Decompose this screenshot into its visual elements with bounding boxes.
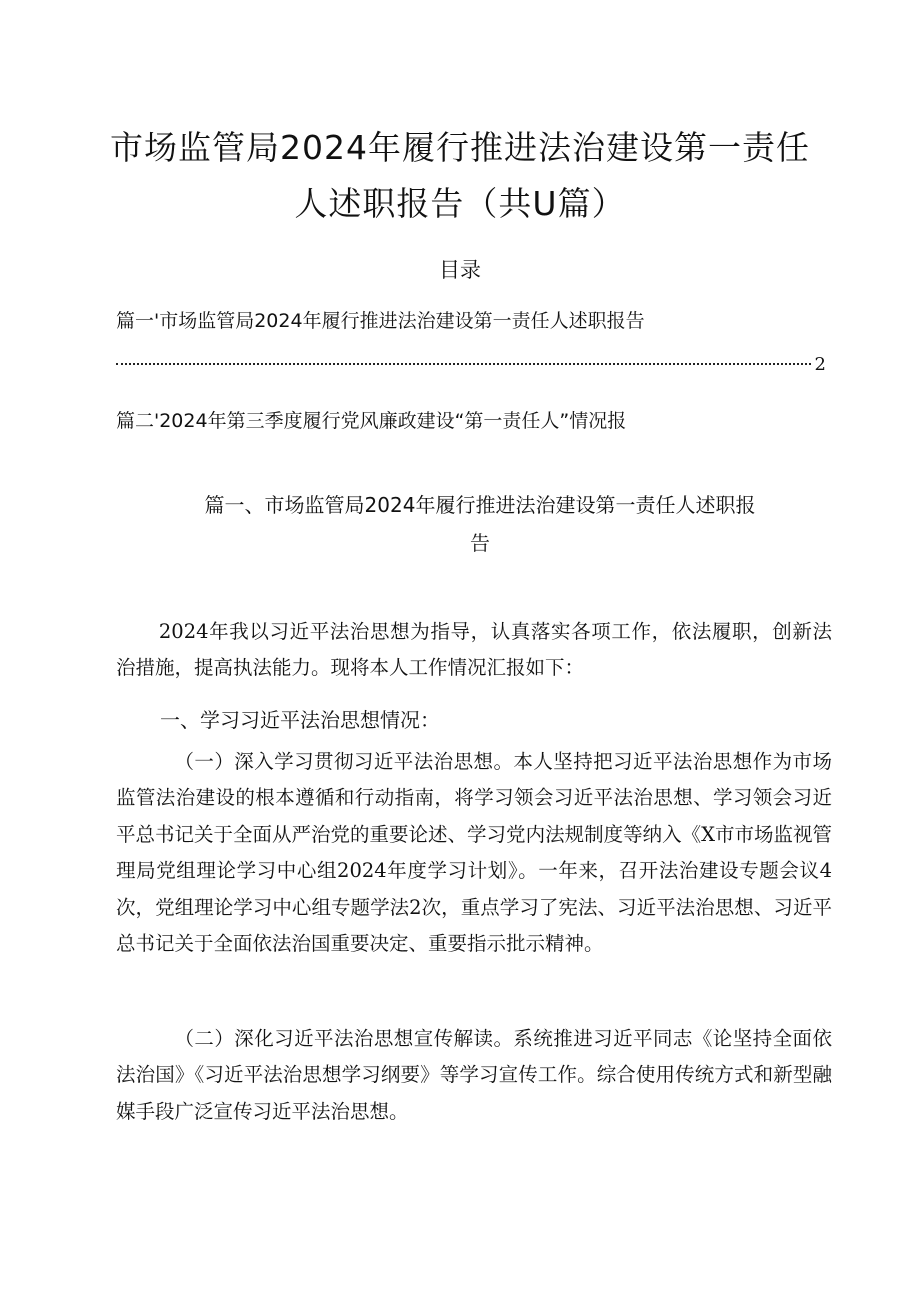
section-title-line-2: 告 [470, 531, 490, 555]
paragraph-publicity: （二）深化习近平法治思想宣传解读。系统推进习近平同志《论坚持全面依法治国》《习近平法治思想学习纲要》等学习宣传工作。综合使用传统方式和新型融媒手段广泛宣传习近平法治思想。 [116, 1027, 832, 1123]
section-title-line-1: 篇一、市场监管局2024年履行推进法治建设第一责任人述职报 [204, 493, 756, 517]
paragraph-deep-study: （一）深入学习贯彻习近平法治思想。本人坚持把习近平法治思想作为市场监管法治建设的根本遵循和行动指南，将学习领会习近平法治思想、学习领会习近平总书记关于全面从严治党的重要论述、学习党内法规制度等纳入《X市市场监视管理局党组理论学习中心组2024年度学习计划》。一年来，召开法治建设专题会议4次，党组理论学习中心组专题学法2次，重点学习了宪法、习近平法治思想、习近平总书记关于全面依法治国重要决定、重要指示批示精神。 [116, 750, 832, 956]
document-title [60, 120, 860, 232]
toc-entry-1[interactable]: 篇一'市场监管局2024年履行推进法治建设第一责任人述职报告 [116, 310, 645, 332]
toc-entry-2[interactable]: 篇二'2024年第三季度履行党风廉政建设“第一责任人”情况报 [116, 410, 627, 432]
dot-leader [116, 363, 811, 365]
intro-paragraph: 2024年我以习近平法治思想为指导，认真落实各项工作，依法履职，创新法治措施，提高执法能力。现将本人工作情况汇报如下： [116, 620, 832, 680]
heading-study-thought: 一、学习习近平法治思想情况： [160, 708, 440, 732]
toc-entry-1-page-number: 2 [814, 354, 826, 375]
document-title-line-2: 人述职报告（共U篇） [294, 184, 626, 223]
toc-entry-1-leader [116, 348, 826, 382]
section-title [140, 486, 820, 562]
toc-heading: 目录 [439, 258, 481, 282]
document-title-line-1: 市场监管局2024年履行推进法治建设第一责任 [110, 128, 810, 167]
